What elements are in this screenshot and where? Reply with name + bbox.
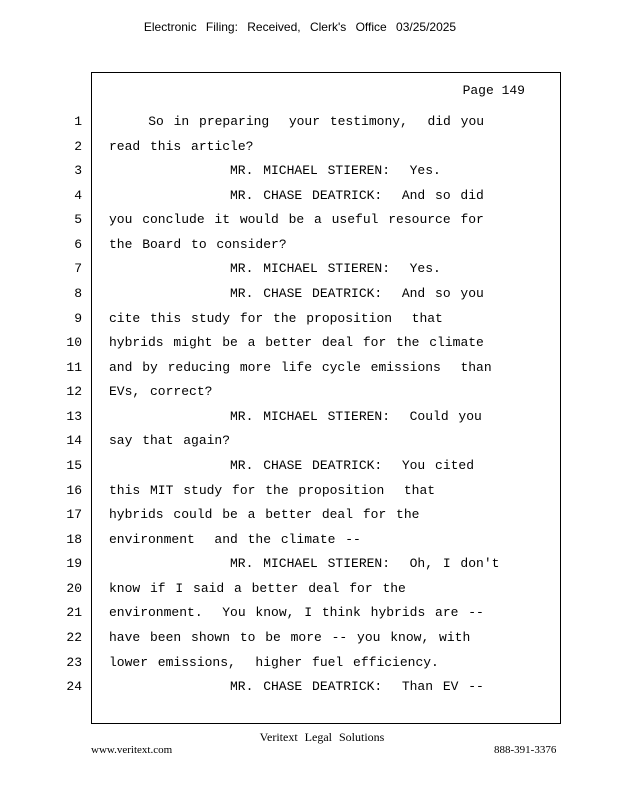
- line-number: 15: [66, 458, 82, 473]
- line-number: 8: [74, 286, 82, 301]
- transcript-line: MR. MICHAEL STIEREN: Yes.: [230, 163, 441, 178]
- transcript-line: MR. CHASE DEATRICK: Than EV --: [230, 679, 484, 694]
- transcript-line: environment. You know, I think hybrids are --: [109, 605, 484, 620]
- transcript-line: hybrids could be a better deal for the: [109, 507, 420, 522]
- line-number: 22: [66, 630, 82, 645]
- transcript-line: MR. CHASE DEATRICK: And so you: [230, 286, 484, 301]
- transcript-line: this MIT study for the proposition that: [109, 483, 436, 498]
- line-number: 6: [74, 237, 82, 252]
- transcript-line: the Board to consider?: [109, 237, 287, 252]
- footer-phone: 888-391-3376: [494, 744, 557, 756]
- transcript-line: know if I said a better deal for the: [109, 581, 406, 596]
- transcript-line: cite this study for the proposition that: [109, 311, 443, 326]
- transcript-line: lower emissions, higher fuel efficiency.: [109, 655, 439, 670]
- line-number: 13: [66, 409, 82, 424]
- line-number: 23: [66, 655, 82, 670]
- line-number: 5: [74, 212, 82, 227]
- transcript-line: hybrids might be a better deal for the climate: [109, 335, 484, 350]
- line-number: 7: [74, 261, 82, 276]
- line-number: 14: [66, 433, 82, 448]
- transcript-line: MR. MICHAEL STIEREN: Could you: [230, 409, 482, 424]
- line-number: 24: [66, 679, 82, 694]
- line-number: 11: [66, 360, 82, 375]
- line-number: 17: [66, 507, 82, 522]
- line-number: 18: [66, 532, 82, 547]
- line-number: 16: [66, 483, 82, 498]
- transcript-line: say that again?: [109, 433, 231, 448]
- transcript-line: So in preparing your testimony, did you: [109, 114, 485, 129]
- line-number: 3: [74, 163, 82, 178]
- transcript-line: you conclude it would be a useful resource for: [109, 212, 484, 227]
- line-number: 10: [66, 335, 82, 350]
- transcript-line: EVs, correct?: [109, 384, 213, 399]
- line-number: 1: [74, 114, 82, 129]
- filing-stamp: Electronic Filing: Received, Clerk's Office 03/25/2025: [143, 20, 457, 34]
- transcript-line: MR. CHASE DEATRICK: And so did: [230, 188, 484, 203]
- transcript-line: MR. MICHAEL STIEREN: Yes.: [230, 261, 441, 276]
- line-number: 4: [74, 188, 82, 203]
- line-number: 21: [66, 605, 82, 620]
- transcript-line: read this article?: [109, 139, 254, 154]
- page-number: Page 149: [462, 83, 525, 98]
- line-number: 19: [66, 556, 82, 571]
- transcript-line: and by reducing more life cycle emissions than: [109, 360, 492, 375]
- footer-company: Veritext Legal Solutions: [259, 730, 385, 744]
- line-number: 9: [74, 311, 82, 326]
- line-number: 20: [66, 581, 82, 596]
- footer-website: www.veritext.com: [91, 744, 173, 756]
- line-number: 2: [74, 139, 82, 154]
- transcript-line: environment and the climate --: [109, 532, 361, 547]
- transcript-line: MR. MICHAEL STIEREN: Oh, I don't: [230, 556, 500, 571]
- transcript-line: have been shown to be more -- you know, with: [109, 630, 471, 645]
- transcript-line: MR. CHASE DEATRICK: You cited: [230, 458, 475, 473]
- line-number: 12: [66, 384, 82, 399]
